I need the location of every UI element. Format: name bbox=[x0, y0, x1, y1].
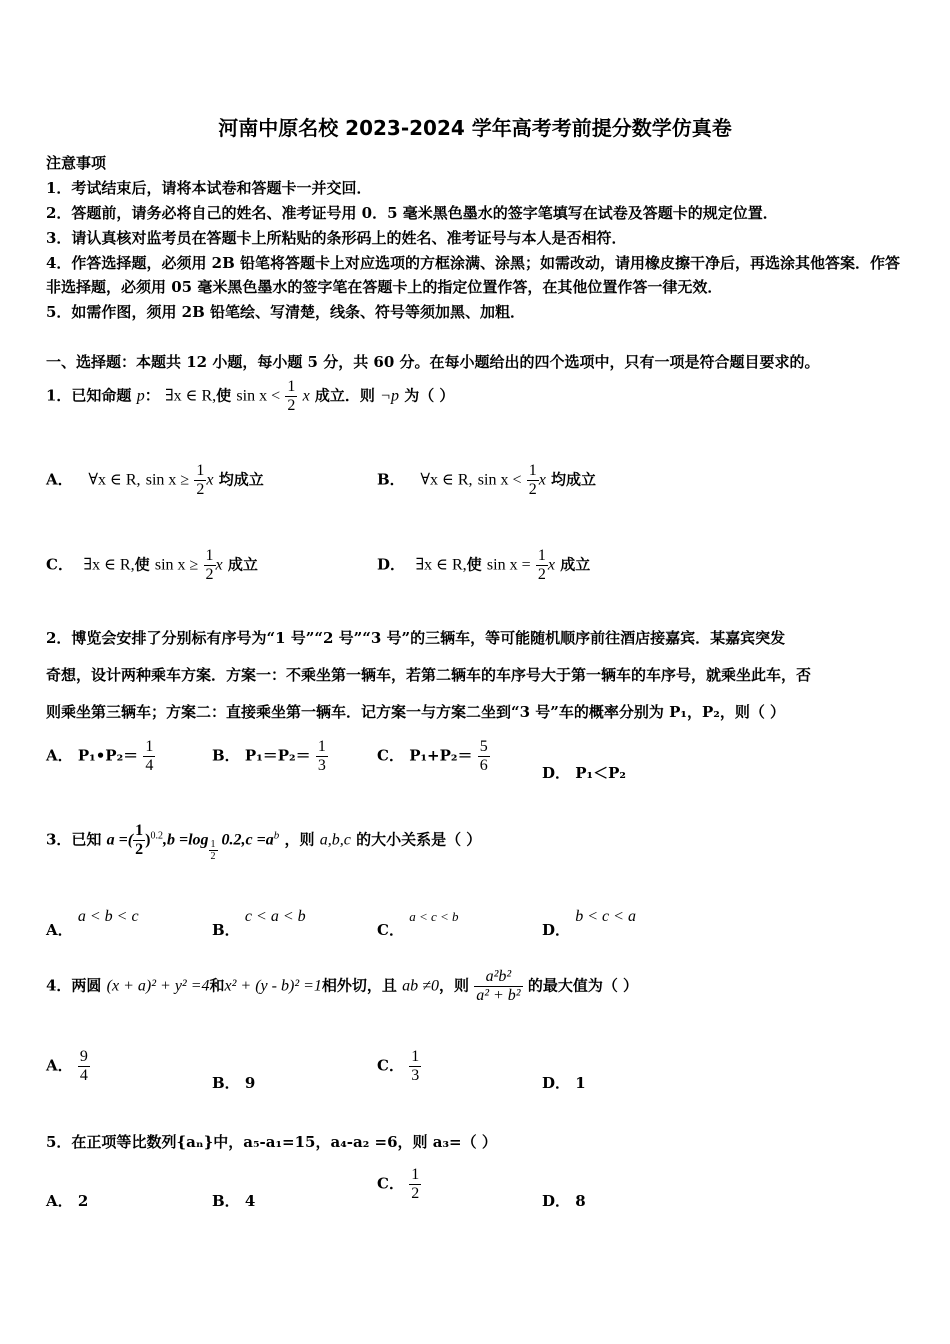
q4-option-d[interactable] bbox=[542, 1072, 586, 1093]
option-tail: 成立 bbox=[560, 555, 591, 574]
q3-b-eq: ,b =log bbox=[162, 831, 209, 849]
option-fraction bbox=[194, 462, 206, 499]
q1-negp: ¬p bbox=[380, 387, 399, 405]
fraction-den: a² + b² bbox=[476, 987, 521, 1004]
q1-shi: 使 bbox=[216, 386, 232, 405]
q1-exists: ∃x ∈ R, bbox=[164, 387, 217, 405]
q4-suffix: 的最大值为（ ） bbox=[527, 976, 639, 995]
option-fraction bbox=[536, 547, 548, 584]
option-relation: sin x < bbox=[477, 471, 522, 489]
q2-option-b[interactable] bbox=[212, 738, 328, 775]
option-x: x bbox=[538, 471, 546, 489]
fraction-num: 5 bbox=[479, 738, 488, 755]
option-label: B． bbox=[212, 1192, 240, 1210]
q4-fraction bbox=[474, 968, 522, 1005]
fraction-den: 4 bbox=[79, 1067, 88, 1084]
option-label: A． bbox=[46, 1056, 73, 1075]
question-4 bbox=[46, 968, 638, 1005]
note-item: 5．如需作图，须用 2B 铅笔绘、写清楚，线条、符号等须加黑、加粗． bbox=[46, 303, 525, 321]
option-label: D． bbox=[542, 1192, 571, 1210]
fraction-num: 1 bbox=[411, 1048, 420, 1065]
q5-option-a[interactable] bbox=[46, 1190, 88, 1211]
fraction-den: 2 bbox=[210, 850, 216, 862]
option-shi: 使 bbox=[134, 555, 150, 574]
option-fraction bbox=[204, 547, 216, 584]
option-fraction bbox=[409, 1048, 421, 1085]
q1-x: x bbox=[302, 387, 310, 405]
q3-c-exp: b bbox=[273, 829, 280, 842]
fraction-num: a²b² bbox=[474, 968, 522, 987]
question-5: 5．在正项等比数列{aₙ}中，a₅-a₁=15，a₄-a₂ =6，则 a₃=（ ） bbox=[46, 1133, 497, 1151]
option-fraction bbox=[478, 738, 490, 775]
q3-abc: a,b,c bbox=[319, 831, 351, 849]
option-shi: 使 bbox=[466, 555, 482, 574]
option-label: C． bbox=[377, 1056, 404, 1075]
q1-cond: sin x < bbox=[236, 387, 281, 405]
q5-option-b[interactable] bbox=[212, 1190, 255, 1211]
q3-option-d[interactable] bbox=[542, 905, 636, 939]
q1-prefix: 1．已知命题 bbox=[46, 386, 132, 405]
option-relation: sin x = bbox=[486, 556, 531, 574]
option-expr: a < c < b bbox=[409, 909, 459, 924]
option-quantifier: ∃x ∈ R, bbox=[83, 556, 135, 574]
fraction-den: 2 bbox=[135, 841, 144, 858]
q1-half-num: 1 bbox=[287, 378, 296, 395]
notes-heading: 注意事项 bbox=[46, 154, 107, 172]
option-fraction bbox=[78, 1048, 90, 1085]
option-tail: 均成立 bbox=[551, 470, 597, 489]
fraction-num: 1 bbox=[135, 822, 144, 839]
option-label: B． bbox=[212, 921, 240, 939]
fraction-den: 3 bbox=[317, 757, 326, 774]
q1-suffix2: 为（ ） bbox=[404, 386, 455, 405]
fraction-den: 2 bbox=[528, 481, 537, 498]
option-text: 2 bbox=[77, 1192, 89, 1210]
option-label: B． bbox=[212, 1074, 240, 1092]
option-label: C． bbox=[377, 746, 404, 765]
option-quantifier: ∀x ∈ R, bbox=[88, 471, 141, 489]
option-label: C． bbox=[377, 1174, 404, 1193]
q5-option-d[interactable] bbox=[542, 1190, 586, 1211]
option-expr: a < b < c bbox=[77, 908, 139, 925]
fraction-num: 1 bbox=[205, 547, 214, 564]
note-item: 4．作答选择题，必须用 2B 铅笔将答题卡上对应选项的方框涂满、涂黑；如需改动，请用橡皮擦干净后，再选涂其他答案．作答非选择题，必须用 05 毫米黑色墨水的签字笔在答题卡上的指定位置作答，在其他位置作答一律无效． bbox=[46, 254, 901, 296]
q3-a-eq: a =( bbox=[106, 831, 134, 849]
page-title: 河南中原名校 2023-2024 学年高考考前提分数学仿真卷 bbox=[218, 116, 732, 140]
option-label: D． bbox=[377, 555, 406, 574]
q5-option-c[interactable] bbox=[377, 1166, 421, 1203]
option-label: A． bbox=[46, 1192, 73, 1210]
fraction-num: 1 bbox=[196, 462, 205, 479]
option-tail: 成立 bbox=[227, 555, 258, 574]
option-label: D． bbox=[542, 764, 571, 782]
question-3 bbox=[46, 822, 481, 862]
option-label: A． bbox=[46, 921, 73, 939]
option-expr: P₁＝P₂＝ bbox=[244, 746, 311, 765]
fraction-num: 9 bbox=[79, 1048, 88, 1065]
q1-option-b[interactable] bbox=[377, 462, 596, 499]
q2-option-d[interactable] bbox=[542, 762, 626, 783]
q4-option-a[interactable] bbox=[46, 1048, 90, 1085]
option-expr: P₁＜P₂ bbox=[575, 764, 626, 782]
fraction-den: 2 bbox=[537, 566, 546, 583]
q3-option-c[interactable] bbox=[377, 905, 459, 939]
option-expr: c < a < b bbox=[244, 908, 306, 925]
q1-p: p bbox=[136, 387, 145, 405]
q2-line-1: 2．博览会安排了分别标有序号为“1 号”“2 号”“3 号”的三辆车，等可能随机顺序前往酒店接嘉宾．某嘉宾突发 bbox=[46, 629, 786, 647]
option-x: x bbox=[547, 556, 555, 574]
note-item: 1．考试结束后，请将本试卷和答题卡一并交回． bbox=[46, 179, 372, 197]
option-x: x bbox=[206, 471, 214, 489]
fraction-num: 1 bbox=[528, 462, 537, 479]
option-text: 4 bbox=[244, 1192, 256, 1210]
q4-circle-1: (x + a)² + y² =4 bbox=[106, 977, 210, 995]
q3-option-b[interactable] bbox=[212, 905, 306, 939]
q1-option-d[interactable] bbox=[377, 547, 590, 584]
q4-then: ，则 bbox=[438, 976, 469, 995]
q3-mid: ，则 bbox=[284, 830, 315, 849]
option-text: 8 bbox=[575, 1192, 586, 1210]
option-label: D． bbox=[542, 921, 571, 939]
option-label: A． bbox=[46, 470, 73, 489]
q3-log-base bbox=[209, 839, 218, 862]
fraction-den: 4 bbox=[145, 757, 154, 774]
option-text: 1 bbox=[575, 1074, 586, 1092]
option-relation: sin x ≥ bbox=[145, 471, 190, 489]
question-1 bbox=[46, 378, 454, 415]
q1-option-c[interactable] bbox=[46, 547, 258, 584]
q2-option-c[interactable] bbox=[377, 738, 490, 775]
option-label: B． bbox=[212, 746, 240, 765]
option-label: C． bbox=[46, 555, 73, 574]
option-expr: b < c < a bbox=[575, 908, 636, 925]
note-item: 2．答题前，请务必将自己的姓名、准考证号用 0．5 毫米黑色墨水的签字笔填写在试卷及答题卡的规定位置． bbox=[46, 204, 778, 222]
q2-line-3: 则乘坐第三辆车；方案二：直接乘坐第一辆车．记方案一与方案二坐到“3 号”车的概率分别为 P₁，P₂，则（ ） bbox=[46, 703, 786, 721]
q4-cond: ab ≠0 bbox=[402, 977, 439, 995]
q2-option-a[interactable] bbox=[46, 738, 155, 775]
fraction-num: 1 bbox=[537, 547, 546, 564]
q3-a-frac bbox=[133, 822, 145, 859]
q1-option-a[interactable] bbox=[46, 462, 264, 499]
fraction-den: 3 bbox=[411, 1067, 420, 1084]
q4-and: 和 bbox=[209, 976, 225, 995]
q1-half-den: 2 bbox=[287, 397, 296, 414]
option-quantifier: ∃x ∈ R, bbox=[415, 556, 467, 574]
option-text: 9 bbox=[244, 1074, 256, 1092]
q4-option-b[interactable] bbox=[212, 1072, 255, 1093]
note-item: 3．请认真核对监考员在答题卡上所粘贴的条形码上的姓名、准考证号与本人是否相符． bbox=[46, 229, 627, 247]
fraction-num: 1 bbox=[317, 738, 326, 755]
q1-colon: ： bbox=[144, 386, 160, 405]
option-label: D． bbox=[542, 1074, 571, 1092]
option-x: x bbox=[215, 556, 223, 574]
q3-option-a[interactable] bbox=[46, 905, 139, 939]
fraction-den: 2 bbox=[196, 481, 205, 498]
option-label: B． bbox=[377, 470, 405, 489]
q3-prefix: 3．已知 bbox=[46, 830, 102, 849]
q1-suffix: 成立．则 bbox=[314, 386, 375, 405]
option-label: C． bbox=[377, 921, 404, 939]
q4-prefix: 4．两圆 bbox=[46, 976, 102, 995]
q3-suffix: 的大小关系是（ ） bbox=[356, 830, 482, 849]
q4-circle-2: x² + (y - b)² =1 bbox=[224, 977, 322, 995]
option-expr: P₁•P₂＝ bbox=[77, 746, 139, 765]
fraction-num: 1 bbox=[210, 838, 216, 850]
fraction-num: 1 bbox=[145, 738, 154, 755]
fraction-den: 2 bbox=[205, 566, 214, 583]
option-quantifier: ∀x ∈ R, bbox=[420, 471, 473, 489]
section-heading: 一、选择题：本题共 12 小题，每小题 5 分，共 60 分。在每小题给出的四个选项中，只有一项是符合题目要求的。 bbox=[46, 353, 820, 371]
fraction-den: 6 bbox=[479, 757, 488, 774]
q3-pow: 0.2 bbox=[150, 830, 163, 842]
option-label: A． bbox=[46, 746, 73, 765]
option-relation: sin x ≥ bbox=[154, 556, 199, 574]
fraction-num: 1 bbox=[411, 1166, 420, 1183]
q1-half bbox=[285, 378, 297, 415]
q3-b-val: 0.2,c =a bbox=[217, 831, 274, 849]
q4-option-c[interactable] bbox=[377, 1048, 421, 1085]
fraction-den: 2 bbox=[411, 1185, 420, 1202]
q4-mid: 相外切，且 bbox=[321, 976, 397, 995]
q2-line-2: 奇想，设计两种乘车方案．方案一：不乘坐第一辆车，若第二辆车的车序号大于第一辆车的车序号，就乘坐此车，否 bbox=[46, 666, 812, 684]
option-fraction bbox=[143, 738, 155, 775]
option-fraction bbox=[409, 1166, 421, 1203]
option-tail: 均成立 bbox=[218, 470, 264, 489]
option-fraction bbox=[527, 462, 539, 499]
option-expr: P₁+P₂＝ bbox=[409, 746, 473, 765]
q3-paren: ) bbox=[145, 831, 151, 849]
option-fraction bbox=[316, 738, 328, 775]
